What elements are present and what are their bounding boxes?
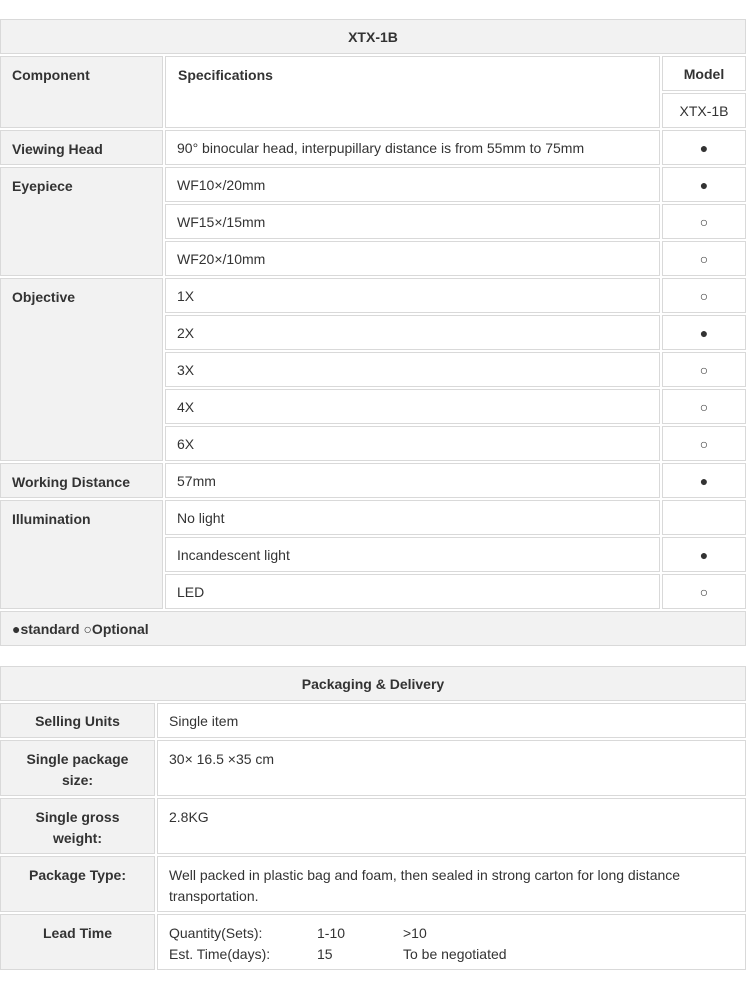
- model-mark: ○: [662, 426, 746, 461]
- model-mark: [662, 500, 746, 535]
- model-mark: ○: [662, 204, 746, 239]
- spec-cell: 90° binocular head, interpupillary distance is from 55mm to 75mm: [165, 130, 660, 165]
- header-model: Model: [662, 56, 746, 91]
- time-value: To be negotiated: [403, 946, 507, 962]
- spec-cell: WF10×/20mm: [165, 167, 660, 202]
- time-label: Est. Time(days):: [169, 946, 271, 962]
- label-gross-weight: Single gross weight:: [0, 798, 155, 854]
- spec-cell: 1X: [165, 278, 660, 313]
- header-component: Component: [0, 56, 163, 128]
- lead-time-table: [157, 914, 746, 970]
- component-viewing-head: Viewing Head: [0, 130, 163, 165]
- value-package-type: Well packed in plastic bag and foam, then sealed in strong carton for long distance transportation.: [157, 856, 746, 912]
- header-specifications: Specifications: [165, 56, 660, 128]
- legend-row: ●standard ○Optional: [0, 611, 746, 646]
- label-selling-units: Selling Units: [0, 703, 155, 738]
- component-eyepiece: Eyepiece: [0, 167, 163, 276]
- spec-cell: 4X: [165, 389, 660, 424]
- model-mark: ●: [662, 537, 746, 572]
- label-package-size: Single package size:: [0, 740, 155, 796]
- spec-cell: 3X: [165, 352, 660, 387]
- model-mark: ○: [662, 574, 746, 609]
- value-gross-weight: 2.8KG: [157, 798, 746, 854]
- spec-cell: 6X: [165, 426, 660, 461]
- label-lead-time: Lead Time: [0, 914, 155, 970]
- component-working-distance: Working Distance: [0, 463, 163, 498]
- value-selling-units: Single item: [157, 703, 746, 738]
- spec-cell: Incandescent light: [165, 537, 660, 572]
- lead-time-days-row: [169, 944, 745, 965]
- component-objective: Objective: [0, 278, 163, 461]
- model-mark: ○: [662, 278, 746, 313]
- quantity-range: >10: [403, 925, 427, 941]
- model-mark: ●: [662, 463, 746, 498]
- model-mark: ○: [662, 241, 746, 276]
- packaging-table-title: Packaging & Delivery: [0, 666, 746, 701]
- spec-cell: WF20×/10mm: [165, 241, 660, 276]
- component-illumination: Illumination: [0, 500, 163, 609]
- spec-cell: 57mm: [165, 463, 660, 498]
- spec-table-title: XTX-1B: [0, 19, 746, 54]
- header-model-name: XTX-1B: [662, 93, 746, 128]
- spec-cell: LED: [165, 574, 660, 609]
- quantity-label: Quantity(Sets):: [169, 925, 263, 941]
- spec-cell: No light: [165, 500, 660, 535]
- model-mark: ●: [662, 315, 746, 350]
- model-mark: ○: [662, 352, 746, 387]
- label-package-type: Package Type:: [0, 856, 155, 912]
- spec-cell: WF15×/15mm: [165, 204, 660, 239]
- model-mark: ●: [662, 167, 746, 202]
- model-mark: ○: [662, 389, 746, 424]
- lead-time-quantity-row: [169, 923, 745, 944]
- model-mark: ●: [662, 130, 746, 165]
- quantity-range: 1-10: [317, 925, 346, 941]
- value-package-size: 30× 16.5 ×35 cm: [157, 740, 746, 796]
- time-value: 15: [317, 946, 333, 962]
- spec-cell: 2X: [165, 315, 660, 350]
